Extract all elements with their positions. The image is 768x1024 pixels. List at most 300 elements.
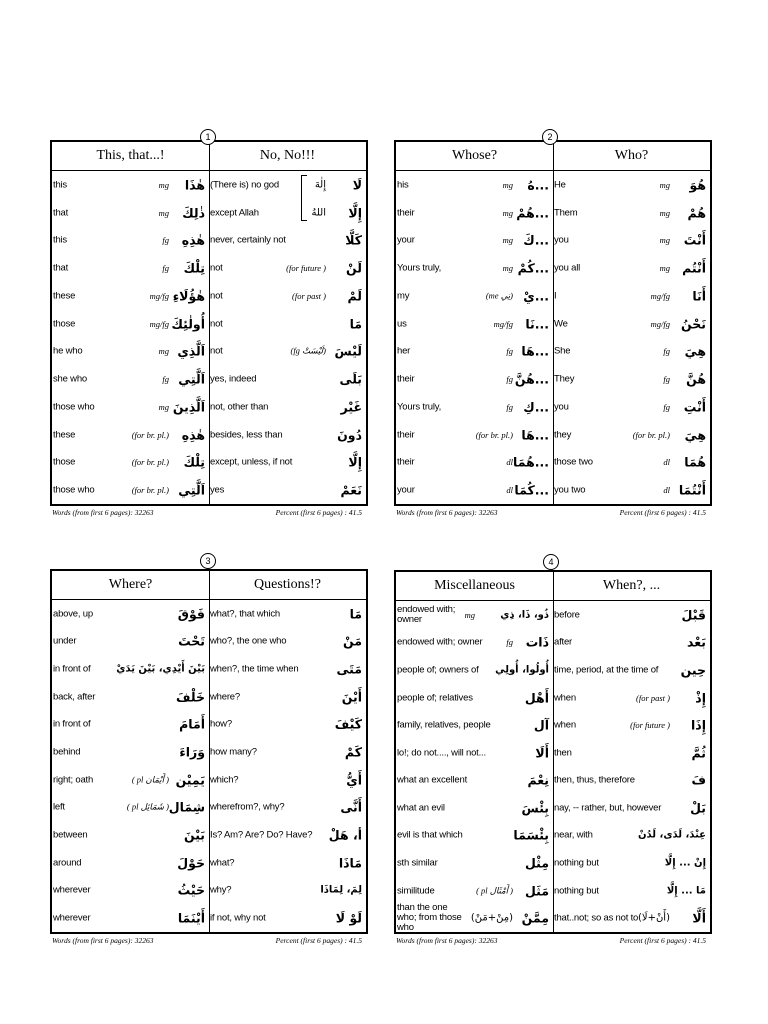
arabic-word: نِعْمَ xyxy=(527,772,549,788)
footer-word-count: Words (from first 6 pages): 32263 xyxy=(396,508,498,517)
english-meaning: those xyxy=(53,318,76,330)
grammar-tag: fg xyxy=(506,346,513,357)
english-meaning: besides, less than xyxy=(210,429,283,441)
word-row xyxy=(553,227,710,255)
english-meaning: their xyxy=(397,373,415,385)
english-meaning: We xyxy=(554,318,568,330)
word-row xyxy=(396,449,553,477)
grammar-tag: fg xyxy=(506,374,513,385)
arabic-word: ذٰلِكَ xyxy=(182,205,205,221)
word-row xyxy=(209,282,366,310)
word-row xyxy=(553,282,710,310)
grammar-tag: اللهُ xyxy=(311,207,326,219)
arabic-word: اَلَّتِي xyxy=(178,482,205,498)
grammar-tag: fg xyxy=(663,401,670,412)
arabic-word: ...هُمَا xyxy=(513,454,549,470)
card-table xyxy=(50,569,368,934)
grammar-tag: fg xyxy=(506,637,513,648)
grammar-tag: (for br. pl.) xyxy=(475,429,513,440)
arabic-word: أَنْتُم xyxy=(682,260,706,276)
word-row xyxy=(52,393,209,421)
english-meaning: yes, indeed xyxy=(210,373,257,385)
word-row xyxy=(209,711,366,739)
word-row xyxy=(209,338,366,366)
english-meaning: when?, the time when xyxy=(210,663,299,675)
english-meaning: time, period, at the time of xyxy=(554,664,659,676)
footer-word-count: Words (from first 6 pages): 32263 xyxy=(52,508,154,517)
card-number-badge: 3 xyxy=(200,553,216,569)
column-title: Whose? xyxy=(396,142,553,171)
english-meaning: back, after xyxy=(53,691,96,703)
grammar-tag: ( pl شَمَائِل ) xyxy=(126,801,169,812)
word-row xyxy=(209,365,366,393)
grammar-tag: mg xyxy=(158,401,169,412)
english-meaning: behind xyxy=(53,746,81,758)
arabic-word: أَنْتِ xyxy=(683,399,706,415)
card-table xyxy=(50,140,368,506)
english-meaning: what?, that which xyxy=(210,608,281,620)
arabic-word: أَنْتَ xyxy=(683,232,706,248)
english-meaning: what? xyxy=(210,857,235,869)
arabic-word: بَعْد xyxy=(687,634,706,650)
arabic-word: قَبْلَ xyxy=(681,607,706,623)
card-number-badge: 1 xyxy=(200,129,216,145)
english-meaning: after xyxy=(554,636,573,648)
word-row xyxy=(209,628,366,656)
word-row xyxy=(553,393,710,421)
english-meaning: around xyxy=(53,857,82,869)
arabic-word: ذَات xyxy=(525,634,549,650)
english-meaning: above, up xyxy=(53,608,93,620)
arabic-word: مَثَل xyxy=(525,883,549,899)
english-meaning: than the one who; from those who xyxy=(397,902,462,934)
english-meaning: except Allah xyxy=(210,207,259,219)
word-row xyxy=(396,684,553,712)
word-row xyxy=(52,199,209,227)
grammar-tag: mg xyxy=(464,609,475,620)
column-left xyxy=(52,571,210,932)
english-meaning: They xyxy=(554,373,575,385)
word-row xyxy=(52,655,209,683)
arabic-word: اَلَّتِي xyxy=(178,371,205,387)
word-row xyxy=(209,227,366,255)
arabic-word: إِلَّا xyxy=(348,454,362,470)
english-meaning: wherever xyxy=(53,912,91,924)
grammar-tag: mg/fg xyxy=(493,318,513,329)
arabic-word: بَيْنَ أَيْدِي، بَيْنَ يَدَيْ xyxy=(116,663,205,675)
arabic-word: أَيُّ xyxy=(346,772,362,788)
arabic-word: عِنْدَ، لَدَى، لَدُنْ xyxy=(637,829,706,841)
grammar-tag: mg/fg xyxy=(650,290,670,301)
english-meaning: my xyxy=(397,290,410,302)
arabic-word: ...كُمَا xyxy=(514,482,549,498)
arabic-word: ...هَا xyxy=(521,427,549,443)
word-row xyxy=(209,421,366,449)
grammar-tag: mg xyxy=(158,207,169,218)
arabic-word: هُمْ xyxy=(687,205,706,221)
word-row xyxy=(52,600,209,628)
word-row xyxy=(52,227,209,255)
grammar-tag: mg xyxy=(659,207,670,218)
card-number-badge: 4 xyxy=(543,554,559,570)
arabic-word: ...يْ xyxy=(523,288,549,304)
word-row xyxy=(209,849,366,877)
word-row xyxy=(52,171,209,199)
arabic-word: أَيْنَمَا xyxy=(177,910,205,926)
word-row xyxy=(52,683,209,711)
word-row xyxy=(209,199,366,227)
vocab-card-4 xyxy=(394,557,712,946)
arabic-word: مَاذَا xyxy=(338,855,362,871)
grammar-tag: (for br. pl.) xyxy=(131,485,169,496)
english-meaning: in front of xyxy=(53,718,91,730)
english-meaning: near, with xyxy=(554,829,593,841)
arabic-word: ذُو، ذَا، ذِي xyxy=(500,609,549,621)
word-row xyxy=(396,904,553,932)
word-row xyxy=(553,904,710,932)
arabic-word: تِلْكَ xyxy=(183,260,205,276)
arabic-word: مَا xyxy=(349,606,362,622)
word-row xyxy=(209,171,366,199)
english-meaning: endowed with; owner xyxy=(397,636,483,648)
word-row xyxy=(52,904,209,932)
vocab-card-2 xyxy=(394,132,712,518)
english-meaning: never, certainly not xyxy=(210,234,286,246)
english-meaning: nothing but xyxy=(554,857,599,869)
grammar-tag: dl xyxy=(663,457,670,468)
grammar-tag: mg xyxy=(502,179,513,190)
word-row xyxy=(553,171,710,199)
grammar-tag: mg xyxy=(659,263,670,274)
arabic-word: لَمْ xyxy=(347,288,362,304)
english-meaning: how many? xyxy=(210,746,257,758)
arabic-word: ثُمَّ xyxy=(691,745,706,761)
word-row xyxy=(52,282,209,310)
english-meaning: She xyxy=(554,345,571,357)
word-row xyxy=(209,794,366,822)
word-row xyxy=(396,310,553,338)
english-meaning: similitude xyxy=(397,885,435,897)
english-meaning: before xyxy=(554,609,580,621)
word-row xyxy=(396,629,553,657)
english-meaning: their xyxy=(397,456,415,468)
english-meaning: those who xyxy=(53,401,95,413)
english-meaning: when xyxy=(554,719,576,731)
word-row xyxy=(52,821,209,849)
word-row xyxy=(52,449,209,477)
word-row xyxy=(396,877,553,905)
arabic-word: لَنْ xyxy=(346,260,362,276)
grammar-tag: (for past ) xyxy=(292,290,326,301)
grammar-tag: (for future ) xyxy=(286,263,326,274)
english-meaning: sth similar xyxy=(397,857,438,869)
word-row xyxy=(396,171,553,199)
english-meaning: in front of xyxy=(53,663,91,675)
arabic-word: آل xyxy=(533,717,549,733)
english-meaning: if not, why not xyxy=(210,912,266,924)
english-meaning: his xyxy=(397,179,409,191)
english-meaning: nothing but xyxy=(554,885,599,897)
arabic-word: كَيْفَ xyxy=(334,716,362,732)
arabic-word: فَ xyxy=(691,772,706,788)
arabic-word: إِذْ xyxy=(695,690,706,706)
arabic-word: هٰذِهِ xyxy=(181,232,205,248)
english-meaning: he who xyxy=(53,345,83,357)
word-row xyxy=(396,282,553,310)
word-row xyxy=(553,629,710,657)
column-title: No, No!!! xyxy=(209,142,366,171)
english-meaning: those two xyxy=(554,456,593,468)
english-meaning: which? xyxy=(210,774,239,786)
word-row xyxy=(52,628,209,656)
arabic-word: تَحْتَ xyxy=(178,633,205,649)
grammar-tag: (أَنْ+لَا) xyxy=(637,912,670,924)
arabic-word: خَلْفَ xyxy=(176,689,205,705)
word-row xyxy=(553,766,710,794)
word-row xyxy=(52,877,209,905)
arabic-word: ...هُمْ xyxy=(516,205,549,221)
english-meaning: when xyxy=(554,692,576,704)
arabic-word: ...كُمْ xyxy=(517,260,549,276)
grammar-tag: mg/fg xyxy=(149,290,169,301)
word-row xyxy=(396,849,553,877)
grammar-tag: mg/fg xyxy=(650,318,670,329)
column-title: When?, ... xyxy=(553,572,710,601)
grammar-tag: fg xyxy=(162,235,169,246)
word-row xyxy=(52,738,209,766)
word-row xyxy=(52,849,209,877)
arabic-word: لَيْسَ xyxy=(334,343,362,359)
grammar-tag: (for future ) xyxy=(630,720,670,731)
arabic-word: فَوْقَ xyxy=(177,606,205,622)
arabic-word: ...هَا xyxy=(521,343,549,359)
arabic-word: شِمَال xyxy=(168,799,205,815)
arabic-word: يَمِيْن xyxy=(175,772,205,788)
arabic-word: مَا ... إِلَّا xyxy=(666,885,706,897)
english-meaning: Yours truly, xyxy=(397,401,442,413)
column-title: Where? xyxy=(52,571,209,600)
card-number-badge: 2 xyxy=(542,129,558,145)
arabic-word: مَنْ xyxy=(343,633,362,649)
grammar-tag: (for past ) xyxy=(636,692,670,703)
english-meaning: I xyxy=(554,290,557,302)
grammar-tag: fg xyxy=(162,374,169,385)
grammar-tag: (fg لَيْسَتْ) xyxy=(290,345,326,356)
arabic-word: هُمَا xyxy=(684,454,706,470)
column-left xyxy=(396,572,554,932)
arabic-word: أَهْل xyxy=(524,690,549,706)
arabic-word: مِثْل xyxy=(525,855,549,871)
english-meaning: not xyxy=(210,290,223,302)
footer-percent: Percent (first 6 pages) : 41.5 xyxy=(275,508,362,517)
english-meaning: between xyxy=(53,829,88,841)
english-meaning: their xyxy=(397,429,415,441)
word-row xyxy=(396,365,553,393)
english-meaning: not xyxy=(210,262,223,274)
vocab-card-1 xyxy=(50,132,368,518)
grammar-tag: fg xyxy=(162,263,169,274)
arabic-word: هِيَ xyxy=(684,343,706,359)
word-row xyxy=(52,711,209,739)
word-row xyxy=(209,600,366,628)
arabic-word: لَا xyxy=(352,177,362,193)
footer-percent: Percent (first 6 pages) : 41.5 xyxy=(619,936,706,945)
english-meaning: you xyxy=(554,234,569,246)
grammar-tag: dl xyxy=(506,485,513,496)
column-title: Questions!? xyxy=(209,571,366,600)
word-row xyxy=(52,338,209,366)
arabic-word: نَعَمْ xyxy=(340,482,362,498)
english-meaning: wherever xyxy=(53,884,91,896)
word-row xyxy=(52,476,209,504)
arabic-word: هُوَ xyxy=(689,177,706,193)
english-meaning: not xyxy=(210,318,223,330)
word-row xyxy=(396,656,553,684)
arabic-word: أَلَّا xyxy=(692,910,706,926)
word-row xyxy=(52,365,209,393)
grammar-tag: (مِنْ+مَنْ) xyxy=(470,912,513,924)
word-row xyxy=(553,849,710,877)
arabic-word: كَمْ xyxy=(344,744,362,760)
english-meaning: family, relatives, people xyxy=(397,719,491,731)
arabic-word: اَلَّذِينَ xyxy=(172,399,205,415)
arabic-word: ...كَ xyxy=(523,232,549,248)
vocab-card-3 xyxy=(50,556,368,946)
english-meaning: except, unless, if not xyxy=(210,456,293,468)
arabic-word: أَنْتُمَا xyxy=(678,482,706,498)
english-meaning: left xyxy=(53,801,65,813)
word-row xyxy=(52,254,209,282)
word-row xyxy=(396,794,553,822)
arabic-word: بِئْسَ xyxy=(521,800,549,816)
english-meaning: these xyxy=(53,429,76,441)
word-row xyxy=(209,449,366,477)
grammar-tag: dl xyxy=(663,485,670,496)
column-title: Miscellaneous xyxy=(396,572,553,601)
english-meaning: us xyxy=(397,318,407,330)
arabic-word: أُولُوا، أُولِي xyxy=(495,664,549,676)
column-title: This, that...! xyxy=(52,142,209,171)
grammar-tag: mg xyxy=(659,235,670,246)
grammar-tag: dl xyxy=(506,457,513,468)
column-right xyxy=(209,571,366,932)
column-title: Who? xyxy=(553,142,710,171)
grammar-tag: fg xyxy=(663,374,670,385)
word-row xyxy=(553,601,710,629)
grammar-tag: mg xyxy=(659,179,670,190)
arabic-word: لَوْ لَا xyxy=(335,910,362,926)
grammar-tag: fg xyxy=(506,401,513,412)
arabic-word: إِلَّا xyxy=(348,205,362,221)
english-meaning: you all xyxy=(554,262,581,274)
arabic-word: أ، هَلْ xyxy=(328,827,362,843)
english-meaning: you two xyxy=(554,484,586,496)
word-row xyxy=(209,738,366,766)
word-row xyxy=(396,822,553,850)
english-meaning: wherefrom?, why? xyxy=(210,801,285,813)
word-row xyxy=(396,393,553,421)
arabic-word: ...نَا xyxy=(525,316,549,332)
bracket-line xyxy=(301,175,307,221)
card-table xyxy=(394,570,712,934)
english-meaning: nay, -- rather, but, however xyxy=(554,802,662,814)
column-right xyxy=(553,572,710,932)
english-meaning: what an evil xyxy=(397,802,445,814)
arabic-word: هٰذَا xyxy=(184,177,205,193)
word-row xyxy=(553,310,710,338)
word-row xyxy=(553,338,710,366)
arabic-word: بِئْسَمَا xyxy=(513,827,549,843)
word-row xyxy=(553,684,710,712)
english-meaning: then, thus, therefore xyxy=(554,774,635,786)
english-meaning: this xyxy=(53,179,67,191)
english-meaning: that..not; so as not to xyxy=(554,912,639,924)
arabic-word: مِمَّنْ xyxy=(521,910,549,926)
word-row xyxy=(209,904,366,932)
arabic-word: إِنْ ... إِلَّا xyxy=(664,857,706,869)
english-meaning: those xyxy=(53,456,76,468)
word-row xyxy=(52,794,209,822)
word-row xyxy=(396,476,553,504)
english-meaning: endowed with; owner xyxy=(397,603,456,625)
arabic-word: دُونَ xyxy=(337,427,362,443)
arabic-word: إِذَا xyxy=(691,717,706,733)
english-meaning: yes xyxy=(210,484,225,496)
english-meaning: how? xyxy=(210,718,232,730)
english-meaning: that xyxy=(53,262,69,274)
arabic-word: هُنَّ xyxy=(686,371,706,387)
grammar-tag: mg xyxy=(502,263,513,274)
column-right xyxy=(209,142,366,504)
word-row xyxy=(209,254,366,282)
english-meaning: she who xyxy=(53,373,87,385)
english-meaning: you xyxy=(554,401,569,413)
word-row xyxy=(52,421,209,449)
grammar-tag: إِلٰهَ xyxy=(314,179,326,191)
footer-word-count: Words (from first 6 pages): 32263 xyxy=(396,936,498,945)
arabic-word: أُولٰئِكَ xyxy=(171,316,205,332)
grammar-tag: mg xyxy=(502,235,513,246)
word-row xyxy=(553,656,710,684)
english-meaning: they xyxy=(554,429,572,441)
english-meaning: He xyxy=(554,179,566,191)
english-meaning: lo!; do not...., will not... xyxy=(397,747,486,759)
arabic-word: تِلْكَ xyxy=(183,454,205,470)
grammar-tag: ( pl أَمْثَال ) xyxy=(476,885,513,896)
english-meaning: Is? Am? Are? Do? Have? xyxy=(210,829,313,841)
english-meaning: those who xyxy=(53,484,95,496)
english-meaning: who?, the one who xyxy=(210,635,287,647)
word-row xyxy=(396,711,553,739)
english-meaning: evil is that which xyxy=(397,829,463,841)
word-row xyxy=(396,199,553,227)
grammar-tag: fg xyxy=(663,346,670,357)
word-row xyxy=(209,766,366,794)
word-row xyxy=(396,421,553,449)
english-meaning: her xyxy=(397,345,411,357)
english-meaning: people of; owners of xyxy=(397,664,479,676)
english-meaning: this xyxy=(53,234,67,246)
arabic-word: اَلَّذِي xyxy=(177,343,205,359)
arabic-word: وَرَاءَ xyxy=(179,744,205,760)
word-row xyxy=(209,877,366,905)
word-row xyxy=(553,711,710,739)
english-meaning: right; oath xyxy=(53,774,94,786)
english-meaning: not xyxy=(210,345,223,357)
word-row xyxy=(553,739,710,767)
arabic-word: مَا xyxy=(349,316,362,332)
word-row xyxy=(396,766,553,794)
